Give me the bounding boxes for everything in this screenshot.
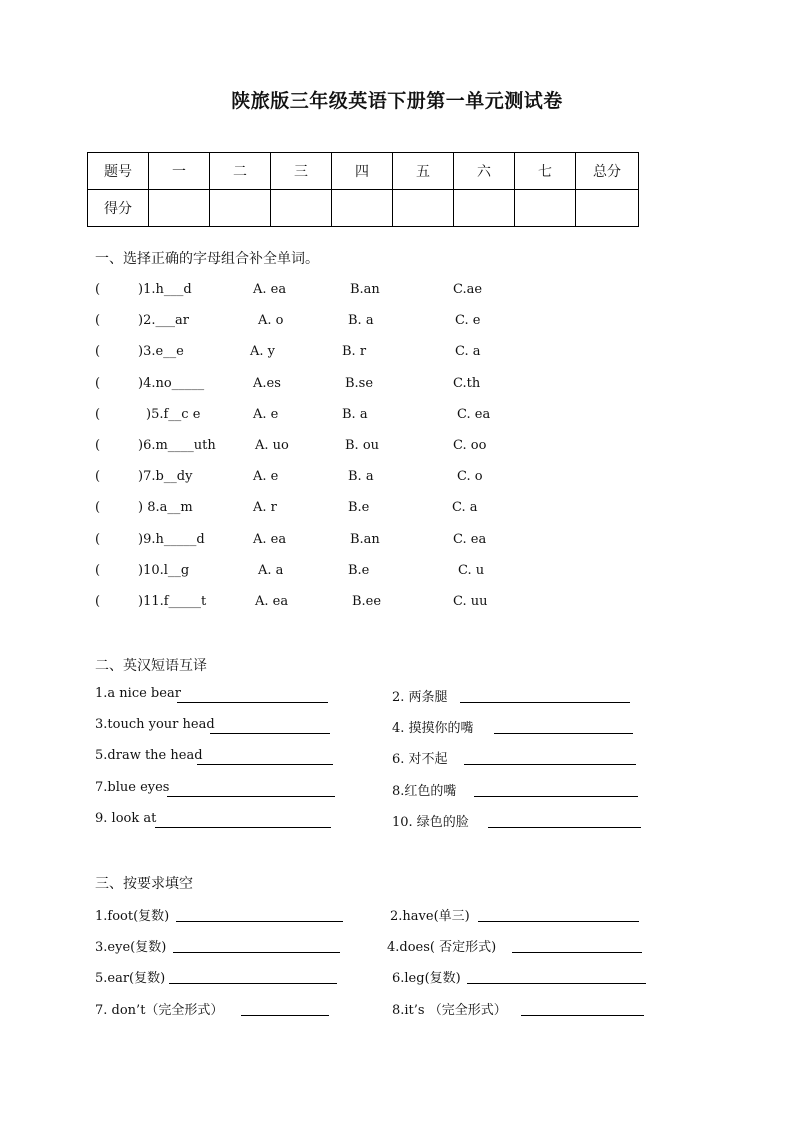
- answer-blank-line[interactable]: [512, 952, 642, 953]
- fill-item: 7. don’t（完全形式）: [95, 1002, 224, 1018]
- option-a: A. o: [258, 313, 284, 329]
- answer-bracket[interactable]: (: [95, 438, 101, 453]
- question-text: )4.no_____: [138, 375, 205, 391]
- header-cell: 五: [393, 153, 454, 190]
- answer-blank-line[interactable]: [241, 1015, 329, 1016]
- score-table-header-row: [88, 153, 639, 190]
- option-c: C. u: [458, 562, 485, 578]
- answer-bracket[interactable]: (: [95, 594, 101, 609]
- answer-blank-line[interactable]: [460, 702, 630, 703]
- option-b: B.e: [348, 500, 370, 516]
- question-text: )9.h_____d: [138, 531, 205, 547]
- option-a: A. ea: [255, 594, 289, 609]
- option-a: A.es: [253, 375, 281, 391]
- answer-blank-line[interactable]: [210, 733, 330, 734]
- option-a: A. y: [250, 344, 275, 360]
- answer-blank-line[interactable]: [521, 1015, 644, 1016]
- answer-blank-line[interactable]: [488, 827, 641, 828]
- score-cell[interactable]: [576, 190, 639, 227]
- answer-bracket[interactable]: (: [95, 500, 101, 516]
- option-a: A. e: [253, 406, 279, 422]
- option-c: C. oo: [453, 438, 487, 453]
- answer-blank-line[interactable]: [474, 796, 638, 797]
- answer-bracket[interactable]: (: [95, 344, 101, 360]
- section2-title: 二、英汉短语互译: [95, 658, 207, 674]
- fill-item: 3.eye(复数): [95, 940, 167, 956]
- score-cell[interactable]: [454, 190, 515, 227]
- translation-item: 9. look at: [95, 810, 157, 826]
- question-text: )7.b__dy: [138, 469, 193, 485]
- score-cell[interactable]: [515, 190, 576, 227]
- option-c: C.ae: [453, 282, 483, 297]
- answer-bracket[interactable]: (: [95, 469, 101, 485]
- answer-blank-line[interactable]: [155, 827, 331, 828]
- section3-title: 三、按要求填空: [95, 876, 193, 892]
- option-c: C. a: [452, 500, 478, 516]
- answer-bracket[interactable]: (: [95, 375, 101, 391]
- score-cell[interactable]: [393, 190, 454, 227]
- option-c: C. o: [457, 469, 483, 485]
- option-c: C. ea: [457, 406, 491, 422]
- question-text: )10.l__g: [138, 562, 190, 578]
- option-b: B. a: [342, 406, 368, 422]
- translation-item: 8.红色的嘴: [392, 783, 457, 799]
- fill-item: 4.does( 否定形式): [387, 940, 497, 956]
- option-a: A. a: [258, 562, 284, 578]
- section1-title: 一、选择正确的字母组合补全单词。: [95, 251, 319, 267]
- option-b: B. r: [342, 344, 367, 360]
- option-c: C. e: [455, 313, 481, 329]
- answer-blank-line[interactable]: [464, 764, 636, 765]
- header-cell: 题号: [88, 153, 149, 190]
- answer-bracket[interactable]: (: [95, 282, 101, 297]
- answer-bracket[interactable]: (: [95, 406, 101, 422]
- header-cell: 六: [454, 153, 515, 190]
- option-a: A. e: [253, 469, 279, 485]
- answer-blank-line[interactable]: [478, 921, 639, 922]
- score-table: [87, 152, 639, 227]
- option-a: A. uo: [255, 438, 289, 453]
- question-text: )6.m____uth: [138, 438, 216, 453]
- score-cell[interactable]: [210, 190, 271, 227]
- row-label: 得分: [88, 190, 149, 227]
- answer-blank-line[interactable]: [176, 921, 343, 922]
- question-text: )11.f_____t: [138, 594, 207, 609]
- header-cell: 一: [149, 153, 210, 190]
- option-b: B.an: [350, 282, 380, 297]
- answer-blank-line[interactable]: [169, 983, 337, 984]
- option-b: B.e: [348, 562, 370, 578]
- question-text: )3.e__e: [138, 344, 184, 360]
- option-c: C.th: [453, 375, 481, 391]
- header-cell: 三: [271, 153, 332, 190]
- translation-item: 2. 两条腿: [392, 690, 448, 705]
- option-b: B.ee: [352, 594, 382, 609]
- fill-item: 8.it’s （完全形式）: [392, 1002, 507, 1018]
- header-cell: 二: [210, 153, 271, 190]
- question-text: )2.___ar: [138, 313, 189, 329]
- score-cell[interactable]: [271, 190, 332, 227]
- question-text: )5.f__c e: [146, 406, 201, 422]
- question-text: ) 8.a__m: [138, 500, 193, 516]
- fill-item: 5.ear(复数): [95, 971, 166, 987]
- translation-item: 7.blue eyes: [95, 779, 170, 795]
- option-c: C. ea: [453, 531, 487, 547]
- answer-bracket[interactable]: (: [95, 531, 101, 547]
- header-cell: 总分: [576, 153, 639, 190]
- answer-blank-line[interactable]: [173, 952, 340, 953]
- question-text: )1.h___d: [138, 282, 192, 297]
- translation-item: 5.draw the head: [95, 748, 203, 764]
- translation-item: 1.a nice bear: [95, 686, 181, 701]
- answer-blank-line[interactable]: [167, 796, 335, 797]
- header-cell: 四: [332, 153, 393, 190]
- answer-blank-line[interactable]: [467, 983, 646, 984]
- page-title: 陕旅版三年级英语下册第一单元测试卷: [231, 90, 563, 112]
- option-a: A. r: [253, 500, 277, 516]
- score-cell[interactable]: [149, 190, 210, 227]
- option-a: A. ea: [253, 531, 287, 547]
- translation-item: 10. 绿色的脸: [392, 814, 469, 830]
- score-cell[interactable]: [332, 190, 393, 227]
- fill-item: 6.leg(复数): [392, 971, 461, 987]
- header-cell: 七: [515, 153, 576, 190]
- option-b: B. ou: [345, 438, 380, 453]
- score-table-score-row: [88, 190, 639, 227]
- answer-bracket[interactable]: (: [95, 313, 101, 329]
- fill-item: 2.have(单三): [390, 909, 470, 924]
- answer-blank-line[interactable]: [197, 764, 333, 765]
- answer-blank-line[interactable]: [177, 702, 328, 703]
- translation-item: 4. 摸摸你的嘴: [392, 721, 474, 737]
- fill-item: 1.foot(复数): [95, 909, 170, 924]
- translation-item: 3.touch your head: [95, 717, 215, 733]
- option-b: B.se: [345, 375, 374, 391]
- answer-bracket[interactable]: (: [95, 562, 101, 578]
- option-a: A. ea: [253, 282, 287, 297]
- option-c: C. a: [455, 344, 481, 360]
- option-b: B.an: [350, 531, 380, 547]
- answer-blank-line[interactable]: [494, 733, 633, 734]
- option-c: C. uu: [453, 594, 488, 609]
- option-b: B. a: [348, 469, 374, 485]
- option-b: B. a: [348, 313, 374, 329]
- translation-item: 6. 对不起: [392, 752, 448, 768]
